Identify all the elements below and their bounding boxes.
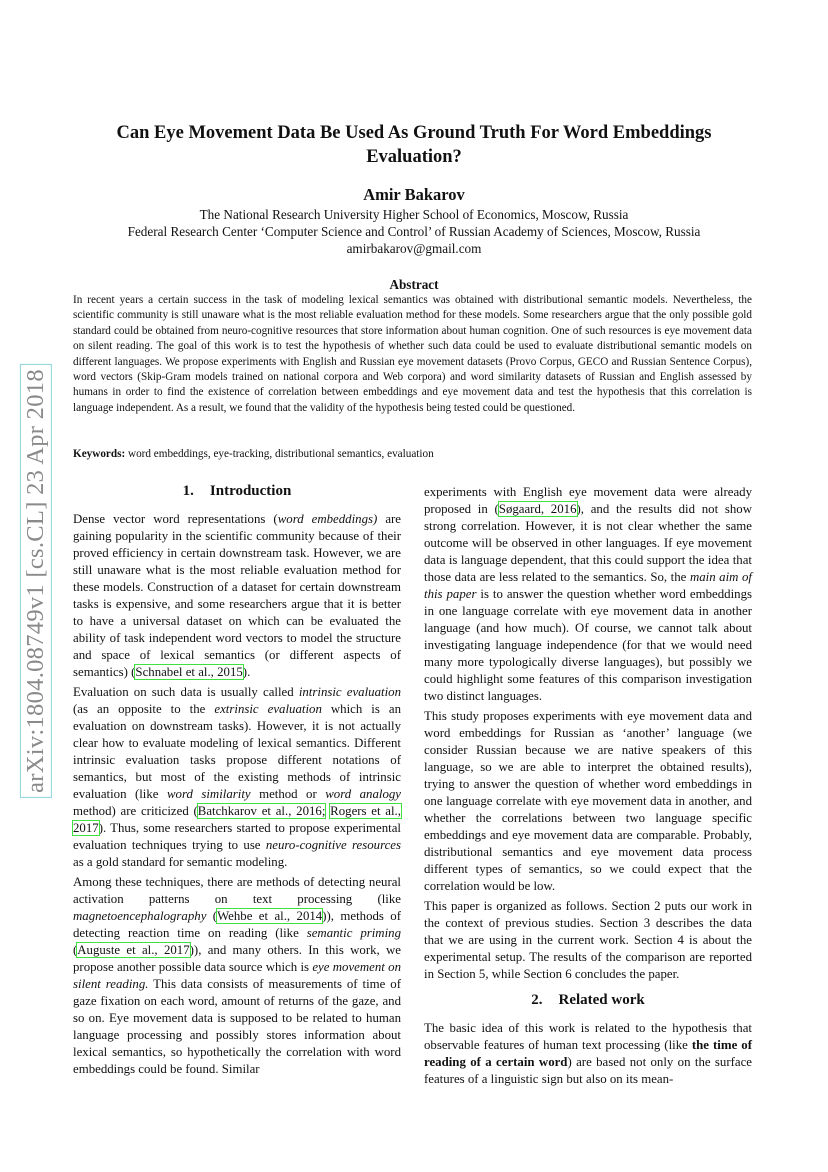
text-run: method or xyxy=(250,787,326,801)
text-run: ( xyxy=(206,909,218,923)
abstract-text: In recent years a certain success in the task of modeling lexical semantics was obtained with distributional semantic models. Nevertheless, the scientific community is still unaware what is the most reliable evaluation method for these models. Some researchers argue that the only possible gold standard could be obtained from neuro-cognitive resources that store information about human cognition. One of such resources is eye movement data on silent reading. The goal of this work is to test the hypothesis of whether such data could be used to evaluate distributional semantic models on different languages. We propose experiments with English and Russian eye movement datasets (Provo Corpus, GECO and Russian Sentence Corpus), word vectors (Skip-Gram models trained on national corpora and Web corpora) and word similarity datasets of Russian and English assessed by humans in order to find the existence of correlation between embeddings and eye movement data and test the hypothesis that this correlation is language independent. As a result, we found that the validity of the hypothesis being tested could be questioned. xyxy=(73,294,752,414)
citation-link[interactable]: Auguste et al., 2017 xyxy=(77,943,190,957)
abstract-heading: Abstract xyxy=(389,277,439,292)
left-column xyxy=(73,482,401,1081)
text-run: ). xyxy=(242,665,251,679)
keywords xyxy=(73,447,752,462)
text-run: (as an opposite to the xyxy=(73,702,215,716)
text-run: are gaining popularity in the scientific community because of their proved efficiency in certain downstream task. However, we are still unaware what is the most reliable evaluation method for these models. Construction of a dataset for certain downstream tasks is expensive, and some researchers argue that it is better to have a universal dataset on which can be evaluated the ability of task independent word vectors to model the structure and space of lexical semantics (or different aspects of semantics) ( xyxy=(73,512,401,679)
emphasis: semantic priming xyxy=(306,926,401,940)
section-heading-related-work xyxy=(424,991,752,1009)
paragraph xyxy=(73,511,401,681)
paragraph: This paper is organized as follows. Section 2 puts our work in the context of previous studies. Section 3 describes the data that we are using in the current work. Section 4 is about the experimental setup. The results of the comparison are reported in Section 5, while Section 6 concludes the paper. xyxy=(424,899,752,981)
paragraph xyxy=(424,484,752,705)
section-title: Introduction xyxy=(209,483,292,499)
text-run: ). Thus, some researchers started to propose experimental evaluation techniques trying to use xyxy=(73,821,401,852)
text-run: Among these techniques, there are methods of detecting neural activation patterns on text processing (like xyxy=(73,875,401,906)
text-run: )), methods of detecting reaction time on reading (like xyxy=(73,909,401,940)
text-run: ( xyxy=(73,943,78,957)
arxiv-id: arXiv:1804.08749v1 [cs.CL] 23 Apr 2018 xyxy=(20,364,52,798)
emphasis: main aim of this paper xyxy=(424,570,752,601)
section-title: Related work xyxy=(558,992,645,1008)
text-run: Dense vector word representations ( xyxy=(73,512,278,526)
text-run: ) are based not only on the surface features of a linguistic sign but also on its mean- xyxy=(424,1055,752,1086)
emphasis: eye movement on silent reading. xyxy=(73,960,402,991)
emphasis: word analogy xyxy=(325,787,402,801)
author-email: amirbakarov@gmail.com xyxy=(346,241,482,256)
paragraph xyxy=(73,684,401,871)
affiliations xyxy=(80,206,748,257)
section-heading-introduction xyxy=(73,482,401,500)
paragraph: This study proposes experiments with eye movement data and word embeddings for Russian as ‘another’ language (we consider Russian because we are native speakers of this language, so we are able to interpret the obtained results), trying to answer the question of whether word embeddings in one language correlate with eye movement data in another, and whether the correlations between two language specific embeddings and eye movement data are comparable. Probably, distributional semantics and eye movement data process different types of semantics, so we could expect that the correlation would be low. xyxy=(424,709,752,893)
keywords-label: Keywords: xyxy=(73,448,126,460)
text-run: as a gold standard for semantic modeling. xyxy=(73,855,288,869)
bold-text: the time of reading of a certain word xyxy=(424,1038,752,1069)
paragraph xyxy=(424,1020,752,1088)
right-column xyxy=(424,484,752,1091)
arxiv-stamp xyxy=(16,336,56,826)
section-number: 1. xyxy=(182,483,194,499)
emphasis: intrinsic evaluation xyxy=(298,685,401,699)
text-run: which is an evaluation on downstream tasks). However, it is not actually clear how to evaluate modeling of lexical semantics. Different intrinsic evaluation tasks propose different notations of semantics, but most of the existing methods of intrinsic evaluation (like xyxy=(73,702,402,801)
text-run: is to answer the question whether word embeddings in one language correlate with eye movement data in another language (and how much). Of course, we cannot talk about investigating language independence (for that we would need many more typologically diverse languages), but possibly we could highlight some features of this comparison investigation two distinct languages. xyxy=(424,587,752,703)
affiliation-2: Federal Research Center ‘Computer Science and Control’ of Russian Academy of Sciences, Moscow, Russia xyxy=(127,224,701,239)
title-line-1: Can Eye Movement Data Be Used As Ground Truth For Word Embeddings xyxy=(116,123,712,143)
keywords-text: word embeddings, eye-tracking, distributional semantics, evaluation xyxy=(125,448,434,460)
text-run: This data consists of measurements of time of gaze fixation on each word, amount of returns of the gaze, and so on. Eye movement data is supposed to be related to human language processing and possibly stores information about lexical semantics, so hypothetically the correlation with word embeddings could be found. Similar xyxy=(73,977,401,1076)
text-run: experiments with English eye movement data were already proposed in ( xyxy=(424,485,752,516)
text-run: Evaluation on such data is usually called xyxy=(73,685,299,699)
text-run: ), and the results did not show strong correlation. However, it is not clear whether the same outcome will be observed in other languages. If eye movement data is language dependent, that this could support the idea that those data are less related to the semantics. So, the xyxy=(424,502,752,584)
title-line-2: Evaluation? xyxy=(366,147,462,167)
text-run: method) are criticized ( xyxy=(73,804,198,818)
emphasis: magnetoencephalography xyxy=(73,909,207,923)
citation-link[interactable]: Rogers et al., 2017 xyxy=(73,804,401,835)
citation-link[interactable]: Schnabel et al., 2015 xyxy=(135,665,243,679)
emphasis: neuro-cognitive resources xyxy=(265,838,401,852)
emphasis: extrinsic evaluation xyxy=(214,702,322,716)
paragraph xyxy=(73,874,401,1078)
emphasis: word embeddings) xyxy=(277,512,378,526)
text-run: )), and many others. In this work, we propose another possible data source which is xyxy=(73,943,402,974)
affiliation-1: The National Research University Higher School of Economics, Moscow, Russia xyxy=(199,207,629,222)
citation-link[interactable]: Wehbe et al., 2014 xyxy=(217,909,323,923)
citation-link[interactable]: Søgaard, 2016 xyxy=(498,502,577,516)
emphasis: word similarity xyxy=(166,787,251,801)
citation-link[interactable]: Batchkarov et al., 2016; xyxy=(197,804,326,818)
paper-title xyxy=(80,121,748,169)
section-number: 2. xyxy=(531,992,543,1008)
text-run: The basic idea of this work is related to the hypothesis that observable features of human text processing (like xyxy=(424,1021,752,1052)
author-name: Amir Bakarov xyxy=(363,185,465,204)
